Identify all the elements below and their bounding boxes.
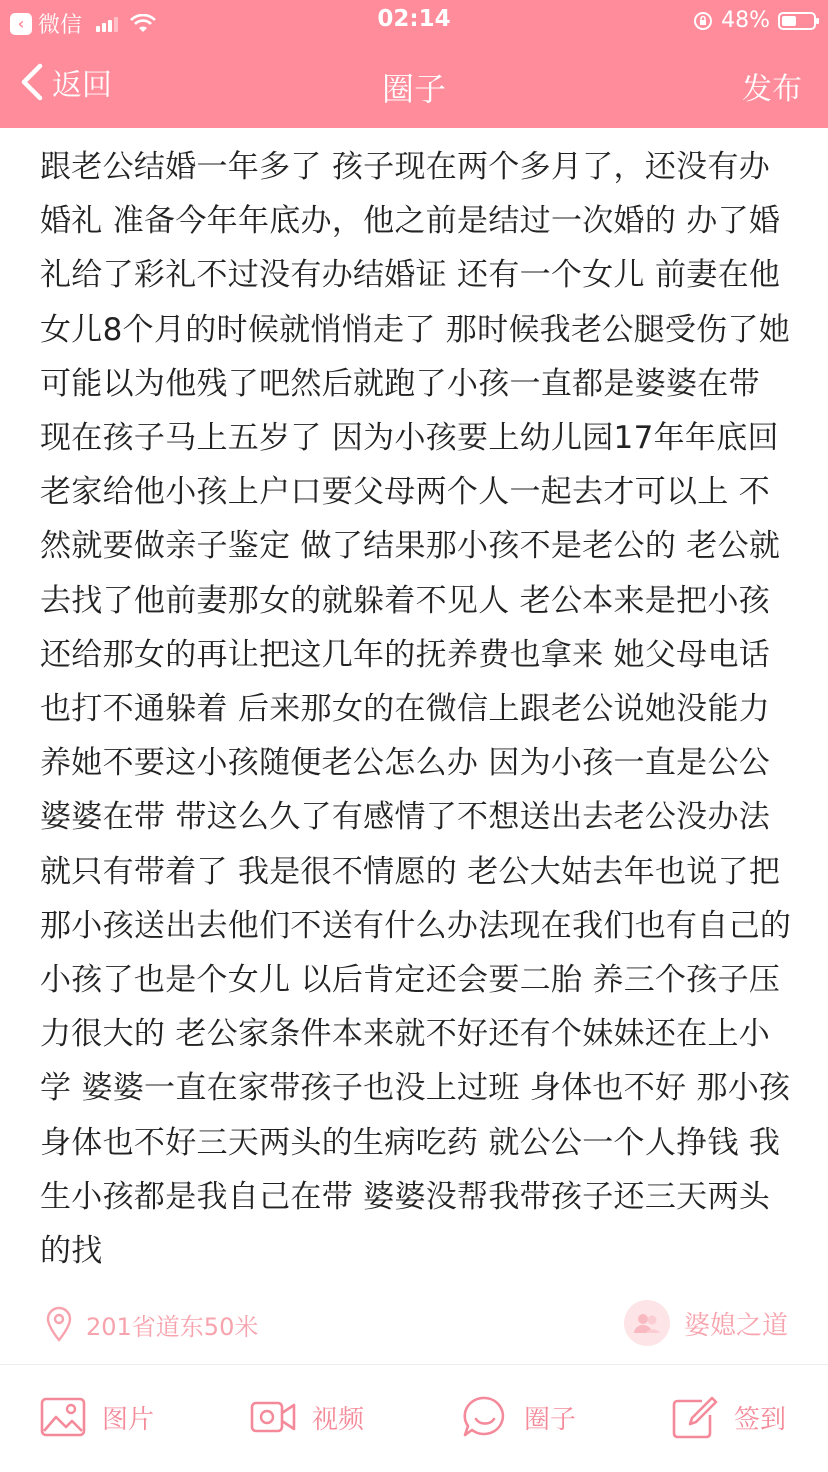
post-text[interactable]: 跟老公结婚一年多了 孩子现在两个多月了，还没有办婚礼 准备今年年底办，他之前是结过一次婚的 办了婚礼给了彩礼不过没有办结婚证 还有一个女儿 前妻在他女儿8个月的时候就悄悄走了 那时候我老公腿受伤了她可能以为他残了吧然后就跑了小孩一直都是婆婆在带 现在孩子马上五岁了 因为小孩要上幼儿园17年年底回老家给他小孩上户口要父母两个人一起去才可以上 不然就要做亲子鉴定 做了结果那小孩不是老公的 老公就去找了他前妻那女的就躲着不见人 老公本来是把小孩还给那女的再让把这几年的抚养费也拿来 她父母电话也打不通躲着 后来那女的在微信上跟老公说她没能力养她不要这小孩随便老公怎么办 因为小孩一直是公公婆婆在带 带这么久了有感情了不想送出去老公没办法就只有带着了 我是很不情愿的 老公大姑去年也说了把那小孩送出去他们不送有什么办法现在我们也有自己的小孩了也是个女儿 以后肯定还会要二胎 养三个孩子压力很大的 老公家条件本来就不好还有个妹妹还在上小学 婆婆一直在家带孩子也没上过班 身体也不好 那小孩身体也不好三天两头的生病吃药 就公公一个人挣钱 我生小孩都是我自己在带 婆婆没帮我带孩子还三天两头的找 xyxy=(40,149,792,1270)
location-label: 201省道东50米 xyxy=(86,1312,259,1341)
battery-icon xyxy=(778,12,816,30)
back-to-app-icon[interactable]: ‹ xyxy=(10,13,32,35)
post-meta-row xyxy=(0,1296,828,1365)
status-bar xyxy=(0,0,828,42)
video-button[interactable] xyxy=(250,1395,364,1439)
status-right xyxy=(693,8,816,33)
location-button[interactable] xyxy=(44,1306,258,1342)
users-icon xyxy=(633,1312,661,1334)
image-icon xyxy=(40,1395,86,1439)
rotation-lock-icon xyxy=(693,11,713,31)
bottom-toolbar xyxy=(0,1365,828,1472)
edit-icon xyxy=(672,1395,718,1439)
circle-label: 圈子 xyxy=(524,1404,577,1435)
image-label: 图片 xyxy=(102,1404,155,1435)
back-label: 返回 xyxy=(52,68,112,103)
topic-button[interactable] xyxy=(624,1300,788,1346)
checkin-label: 签到 xyxy=(734,1404,787,1435)
checkin-button[interactable] xyxy=(672,1395,786,1439)
status-time: 02:14 xyxy=(377,6,451,32)
nav-bar xyxy=(0,42,828,128)
publish-button[interactable]: 发布 xyxy=(742,72,802,107)
battery-percent: 48% xyxy=(721,8,770,33)
page-title: 圈子 xyxy=(381,70,446,108)
chat-bubble-icon xyxy=(462,1395,508,1439)
video-icon xyxy=(250,1395,296,1439)
video-label: 视频 xyxy=(312,1404,365,1435)
circle-button[interactable] xyxy=(462,1395,576,1439)
location-pin-icon xyxy=(44,1306,74,1342)
topic-avatar xyxy=(624,1300,670,1346)
topic-label: 婆媳之道 xyxy=(683,1310,788,1341)
status-app-name: 微信 xyxy=(38,13,83,38)
image-button[interactable] xyxy=(40,1395,154,1439)
battery-fill xyxy=(782,16,796,26)
